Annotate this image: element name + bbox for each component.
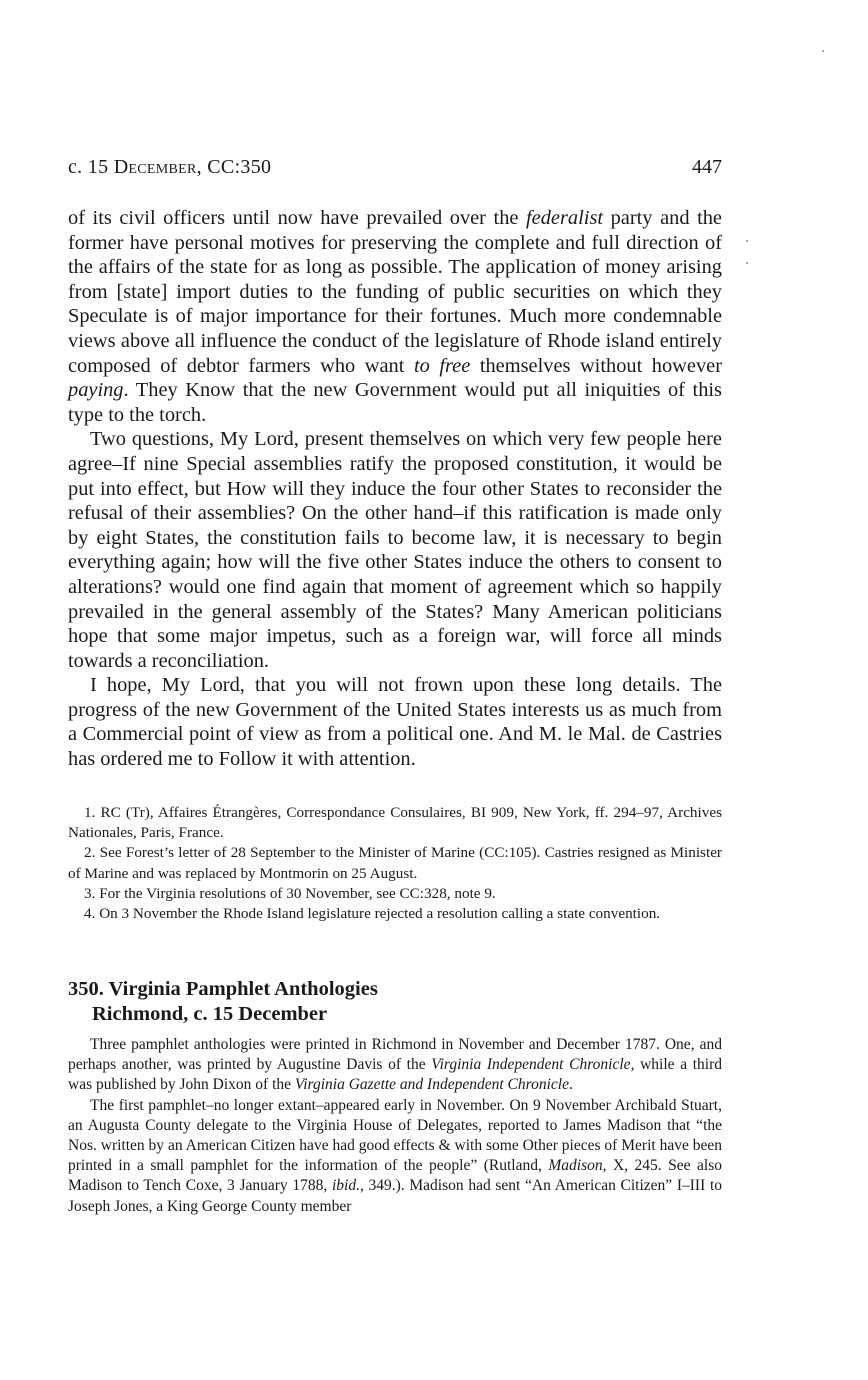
document-heading	[68, 977, 722, 1027]
body-paragraph: of its civil officers until now have prevailed over the federalist party and the former have personal motives for preserving the complete and full direction of the affairs of the state for as long as possible. The application of money arising from [state] import duties to the funding of public securities on which they Speculate is of major importance for their fortunes. Much more condemnable views above all influence the conduct of the legislature of Rhode island entirely composed of debtor farmers who want to free themselves without however paying. They Know that the new Government would put all iniquities of this type to the torch.	[68, 207, 722, 426]
editorial-note	[68, 1035, 722, 1217]
scan-speck	[822, 50, 824, 52]
footnotes	[68, 803, 722, 924]
scan-speck	[746, 262, 748, 264]
book-page	[68, 0, 722, 1380]
editorial-paragraph: The first pamphlet–no longer extant–appeared early in November. On 9 November Archibald Stuart, an Augusta County delegate to the Virginia House of Delegates, reported to James Madison that “the Nos. written by an American Citizen have had good effects & with some Other pieces of Merit have been printed in a small pamphlet for the information of the people” (Rutland, Madison, X, 245. See also Madison to Tench Coxe, 3 January 1788, ibid., 349.). Madison had sent “An American Citizen” I–III to Joseph Jones, a King George County member	[68, 1096, 723, 1215]
running-header	[68, 156, 722, 182]
body-paragraph: I hope, My Lord, that you will not frown upon these long details. The progress of the new Government of the United States interests us as much from a Commercial point of view as from a political one. And M. le Mal. de Castries has ordered me to Follow it with attention.	[68, 674, 722, 771]
running-head: c. 15 December, CC:350	[68, 156, 272, 178]
footnote: 4. On 3 November the Rhode Island legislature rejected a resolution calling a state convention.	[84, 905, 661, 923]
page-number: 447	[692, 156, 722, 178]
letter-body	[68, 206, 722, 772]
footnote: 1. RC (Tr), Affaires Étrangères, Correspondance Consulaires, BI 909, New York, ff. 294–97, Archives Nationales, Paris, France.	[68, 804, 722, 842]
body-paragraph: Two questions, My Lord, present themselves on which very few people here agree–If nine Special assemblies ratify the proposed constitution, it would be put into effect, but How will they induce the four other States to reconsider the refusal of their assemblies? On the other hand–if this ratification is made only by eight States, the constitution fails to become law, it is necessary to begin everything again; how will the five other States induce the others to consent to alterations? would one find again that moment of agreement which so happily prevailed in the general assembly of the States? Many American politicians hope that some major impetus, such as a foreign war, will force all minds towards a reconciliation.	[68, 428, 722, 672]
footnote: 2. See Forest’s letter of 28 September to the Minister of Marine (CC:105). Castries resigned as Minister of Marine and was replaced by Montmorin on 25 August.	[68, 844, 722, 882]
editorial-paragraph: Three pamphlet anthologies were printed in Richmond in November and December 1787. One, and perhaps another, was printed by Augustine Davis of the Virginia Independent Chronicle, while a third was published by John Dixon of the Virginia Gazette and Independent Chronicle.	[68, 1036, 723, 1094]
scan-speck	[746, 240, 748, 242]
footnote: 3. For the Virginia resolutions of 30 November, see CC:328, note 9.	[84, 884, 496, 902]
document-title: 350. Virginia Pamphlet Anthologies	[68, 978, 378, 1000]
document-place-date: Richmond, c. 15 December	[92, 1003, 328, 1025]
